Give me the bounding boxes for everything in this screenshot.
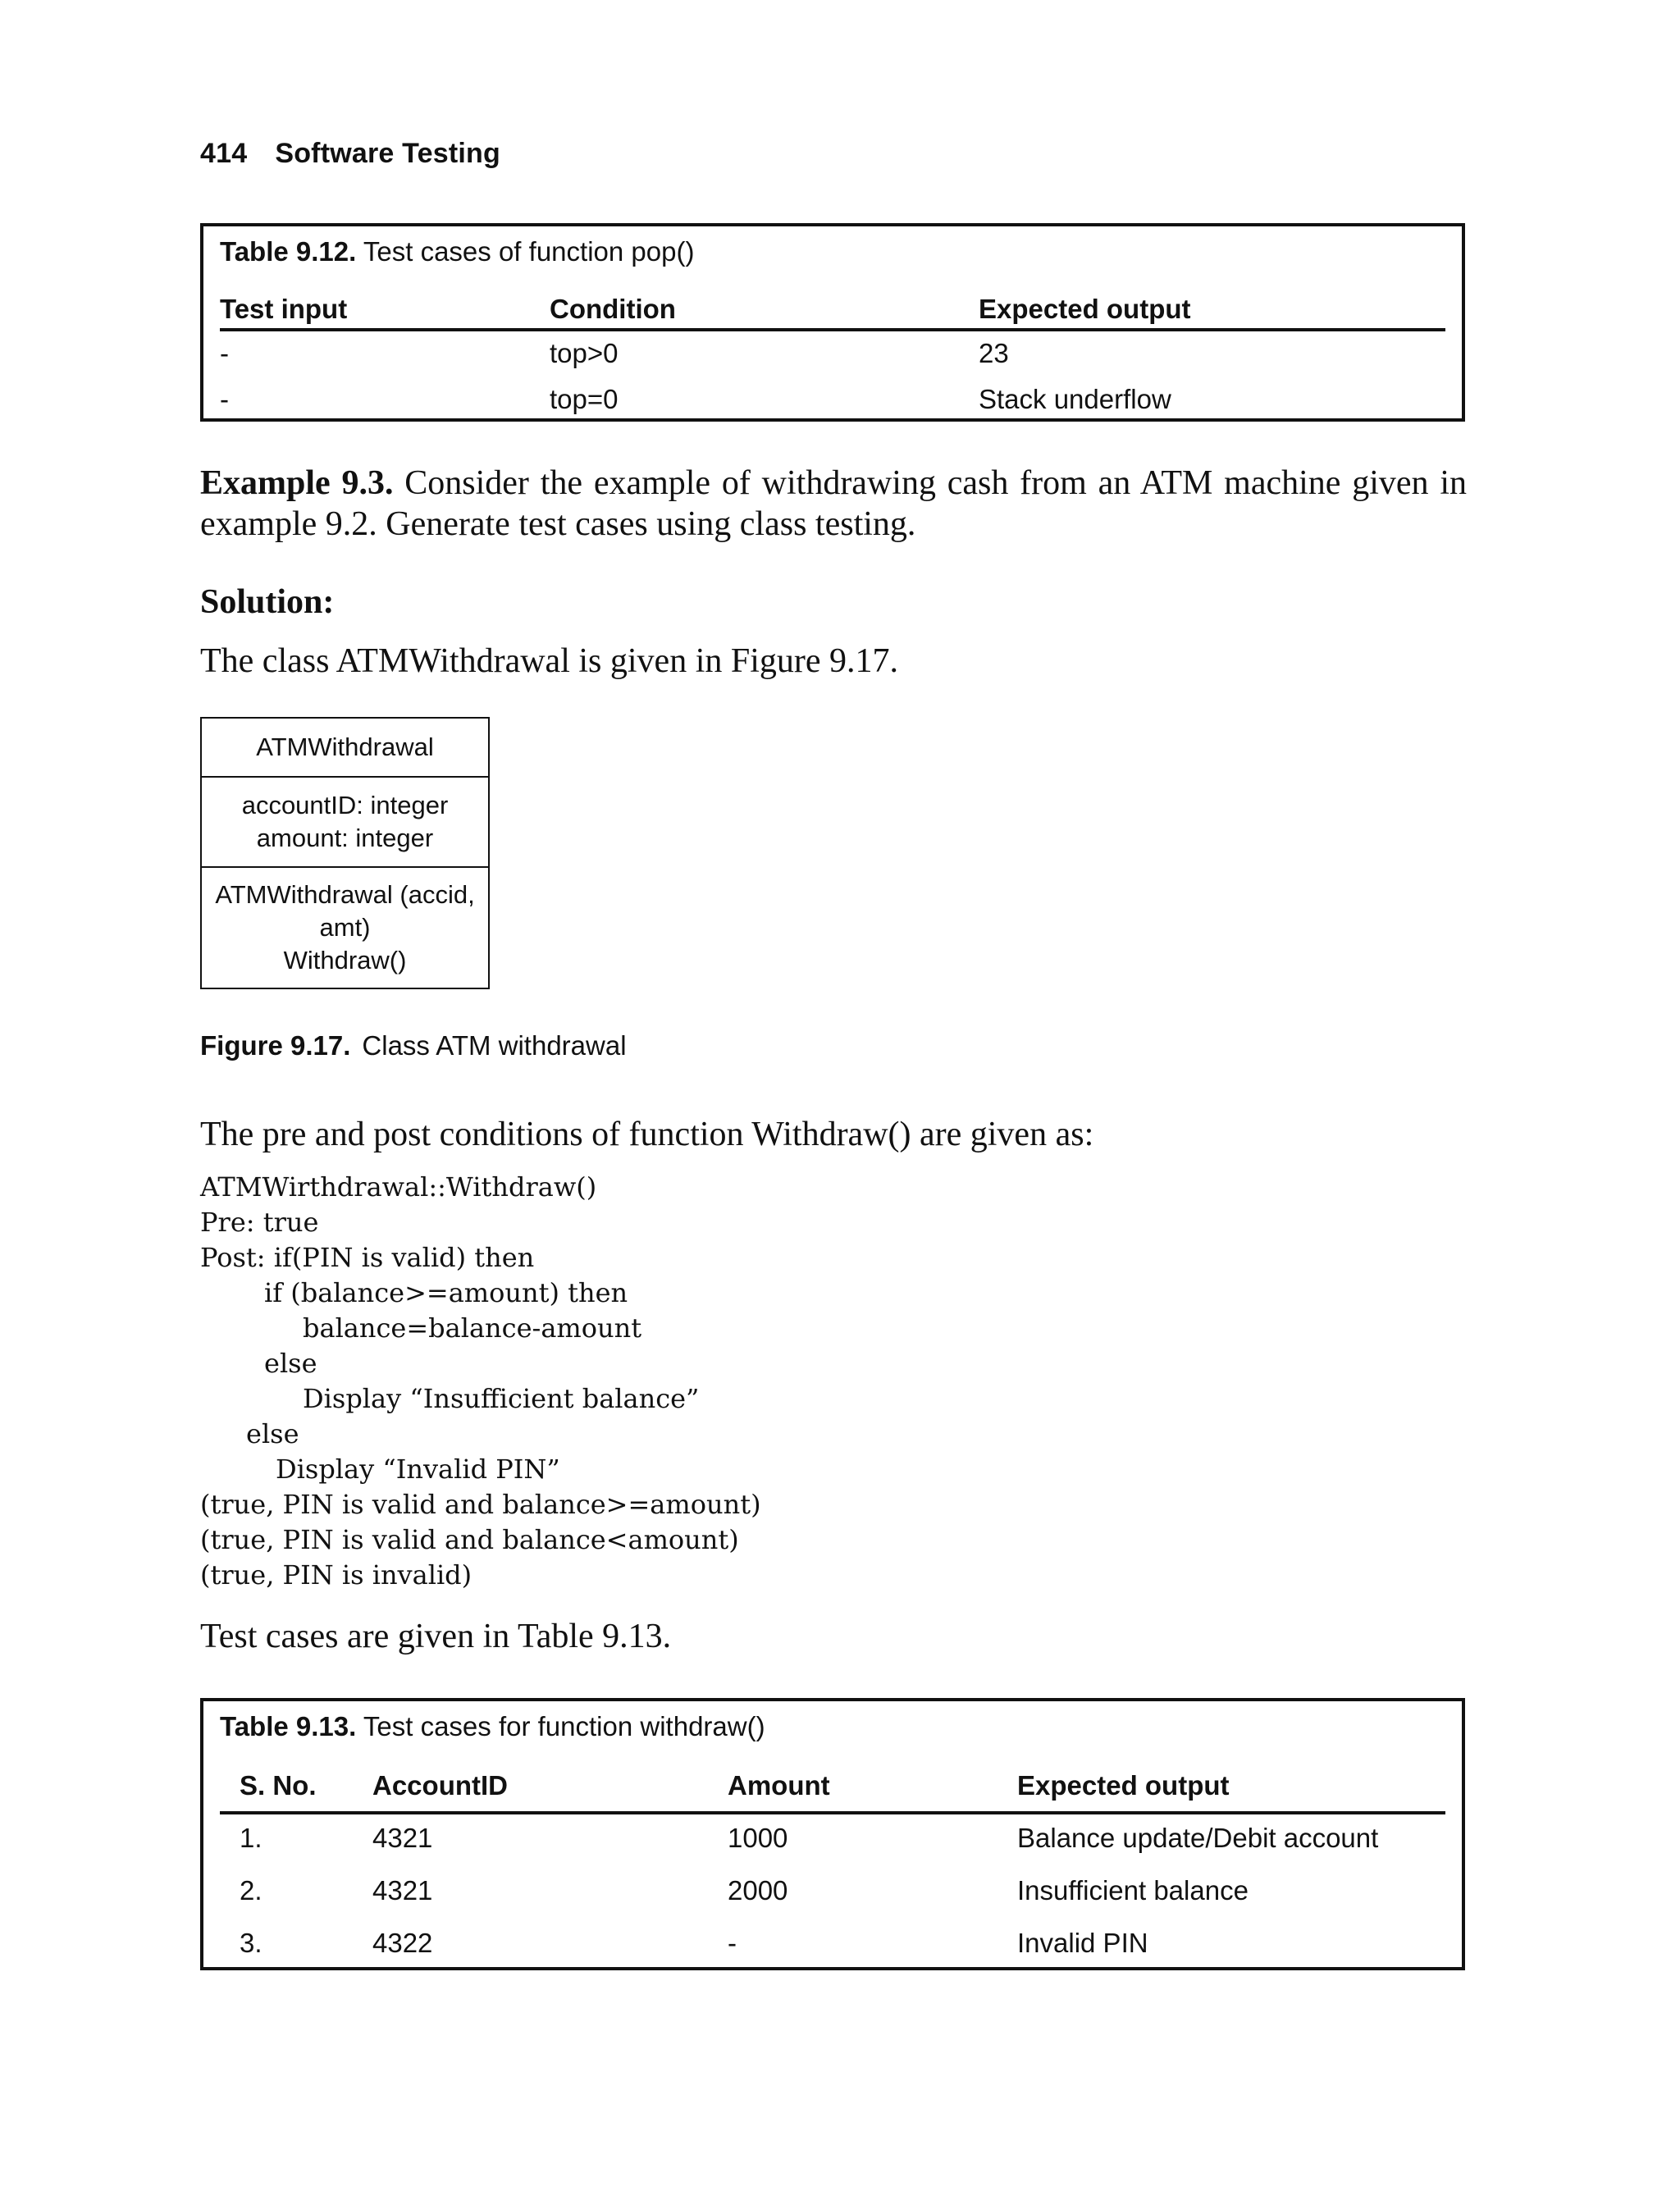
uml-attribute: amount: integer	[256, 824, 434, 852]
code-line: Display “Invalid PIN”	[276, 1454, 560, 1485]
table-cell: 2000	[728, 1875, 788, 1906]
code-line: if (balance>=amount) then	[264, 1277, 628, 1308]
header-rule	[220, 1811, 1445, 1814]
uml-attributes-section	[202, 778, 488, 868]
table-cell: 4321	[372, 1875, 433, 1906]
test-cases-sentence: Test cases are given in Table 9.13.	[200, 1618, 672, 1655]
table-cell: Balance update/Debit account	[1017, 1823, 1379, 1853]
column-header: Amount	[728, 1770, 830, 1801]
page-number: 414	[200, 138, 248, 169]
uml-class-diagram	[200, 717, 490, 989]
table-cell: -	[220, 384, 229, 414]
code-line: Display “Insufficient balance”	[303, 1383, 700, 1414]
table-cell: -	[220, 338, 229, 368]
table-cell: Insufficient balance	[1017, 1875, 1249, 1906]
pre-post-sentence: The pre and post conditions of function Withdraw() are given as:	[200, 1116, 1094, 1153]
table-cell: 1.	[240, 1823, 262, 1853]
class-sentence: The class ATMWithdrawal is given in Figure 9.17.	[200, 642, 899, 680]
column-header: Expected output	[1017, 1770, 1230, 1801]
running-title: Software Testing	[275, 138, 500, 169]
code-line: else	[264, 1348, 317, 1379]
column-header: Test input	[220, 294, 348, 324]
table-cell: Invalid PIN	[1017, 1928, 1148, 1958]
table-caption	[220, 1711, 765, 1742]
figure-caption	[200, 1030, 627, 1061]
column-header: S. No.	[240, 1770, 317, 1801]
table-cell: top>0	[550, 338, 619, 368]
example-paragraph	[200, 463, 1467, 545]
table-cell: 4321	[372, 1823, 433, 1853]
example-label: Example 9.3.	[200, 464, 394, 502]
running-header	[200, 138, 500, 170]
table-cell: -	[728, 1928, 737, 1958]
table-cell: Stack underflow	[979, 384, 1171, 414]
code-line: (true, PIN is invalid)	[200, 1559, 472, 1591]
header-rule	[220, 328, 1445, 331]
solution-heading: Solution:	[200, 583, 335, 621]
code-line: (true, PIN is valid and balance>=amount)	[200, 1489, 761, 1520]
table-cell: 23	[979, 338, 1009, 368]
table-caption-text: Test cases for function withdraw()	[363, 1711, 765, 1741]
uml-method: Withdraw()	[283, 946, 407, 974]
column-header: AccountID	[372, 1770, 508, 1801]
pseudocode-block	[200, 1170, 761, 1593]
example-text: Consider the example of withdrawing cash from an ATM machine given in example 9.2. Generate test cases using class testing.	[200, 464, 1468, 543]
table-caption-text: Test cases of function pop()	[363, 236, 695, 267]
table-cell: 4322	[372, 1928, 433, 1958]
table-caption	[220, 236, 694, 267]
code-line: Pre: true	[200, 1207, 319, 1238]
table-cell: 3.	[240, 1928, 262, 1958]
table-9-12	[200, 223, 1465, 422]
figure-caption-label: Figure 9.17.	[200, 1030, 351, 1061]
table-cell: 1000	[728, 1823, 788, 1853]
code-line: balance=balance-amount	[303, 1312, 642, 1344]
uml-class-name: ATMWithdrawal	[256, 733, 434, 761]
figure-caption-text: Class ATM withdrawal	[362, 1030, 627, 1061]
table-cell: 2.	[240, 1875, 262, 1906]
uml-class-name-section	[202, 719, 488, 778]
table-caption-label: Table 9.13.	[220, 1711, 357, 1741]
uml-method: amt)	[319, 913, 371, 942]
code-line: else	[246, 1418, 299, 1449]
code-line: Post: if(PIN is valid) then	[200, 1242, 535, 1273]
uml-method: ATMWithdrawal (accid,	[215, 880, 475, 909]
code-line: (true, PIN is valid and balance<amount)	[200, 1524, 739, 1555]
table-9-13	[200, 1698, 1465, 1970]
column-header: Condition	[550, 294, 676, 324]
table-caption-label: Table 9.12.	[220, 236, 357, 267]
code-line: ATMWirthdrawal::Withdraw()	[200, 1171, 597, 1203]
table-cell: top=0	[550, 384, 619, 414]
uml-methods-section	[202, 868, 488, 988]
uml-attribute: accountID: integer	[241, 791, 449, 819]
column-header: Expected output	[979, 294, 1191, 324]
